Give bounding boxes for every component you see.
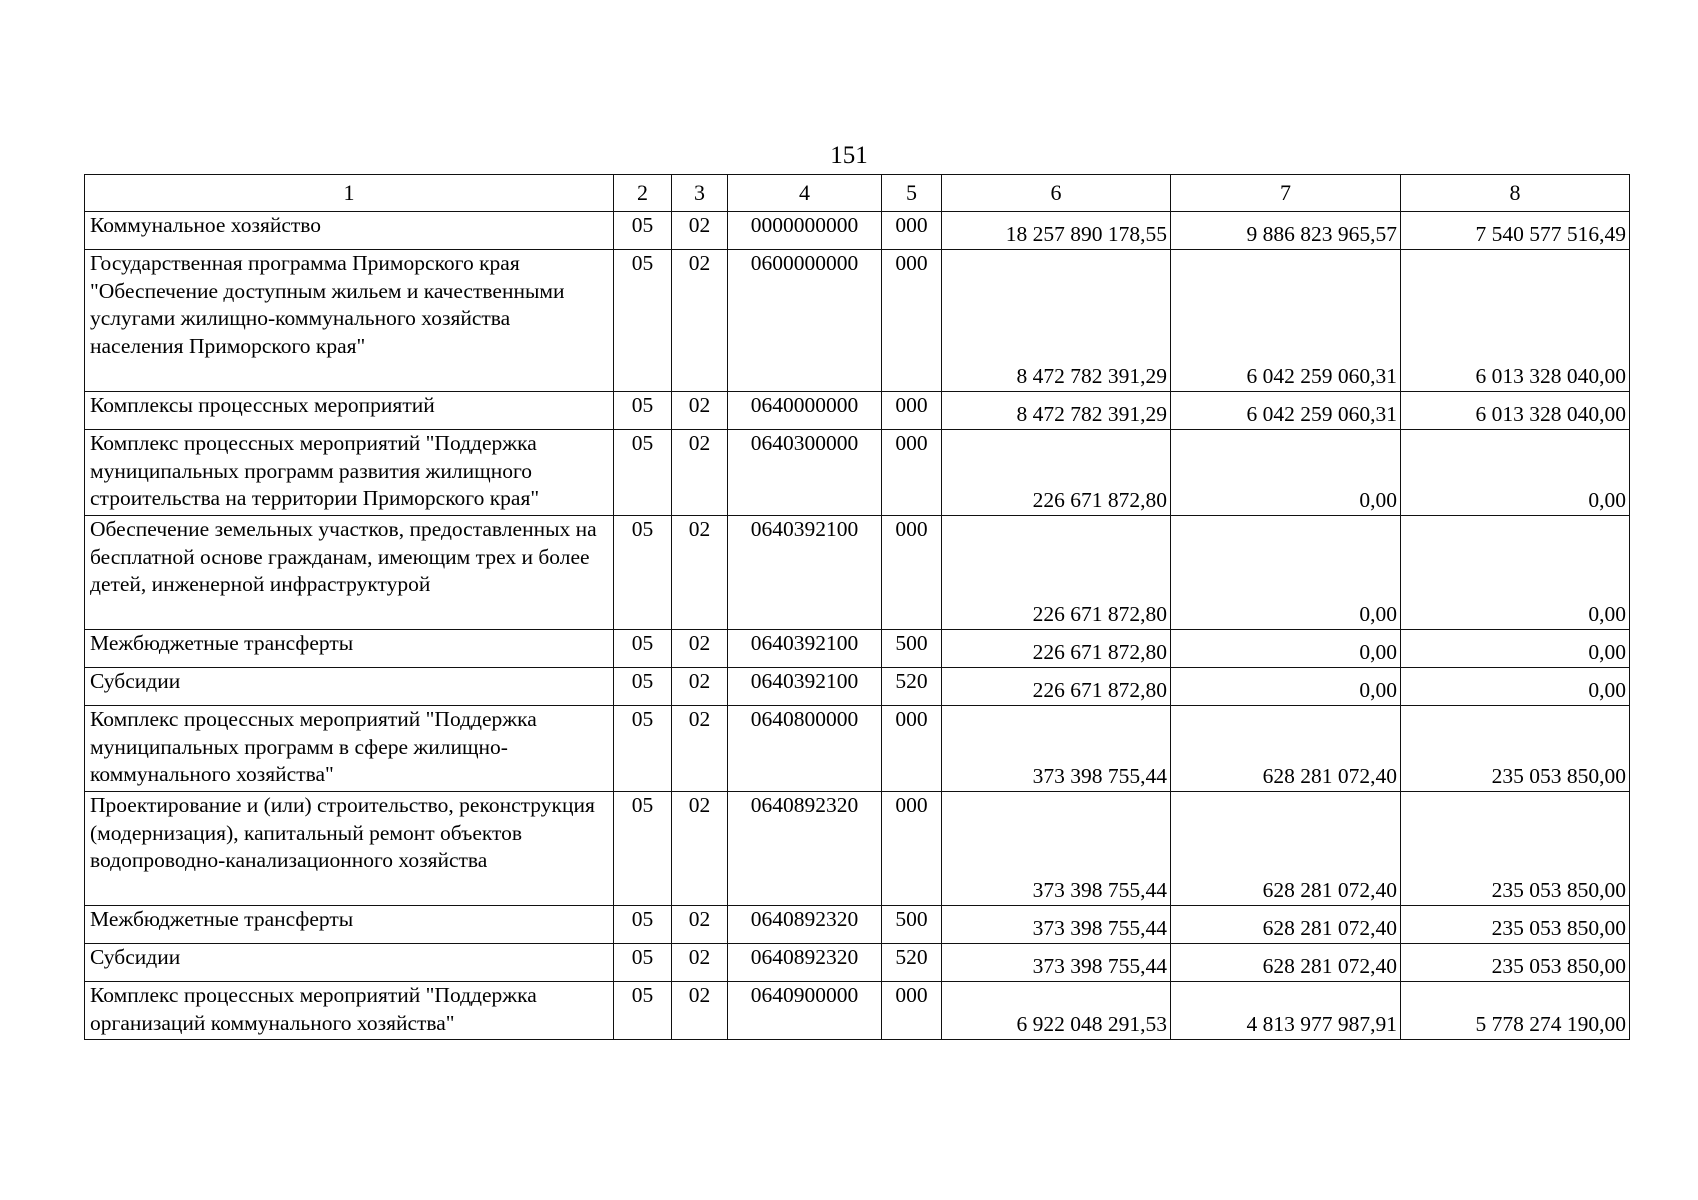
target-article-code: 0640892320 [728,906,882,944]
target-article-code: 0600000000 [728,250,882,392]
amount-col-8: 0,00 [1401,430,1630,516]
table-row [85,392,1630,430]
expense-type-code: 000 [882,212,942,250]
target-article-code: 0640392100 [728,668,882,706]
table-row [85,982,1630,1040]
amount-col-6: 226 671 872,80 [942,668,1171,706]
table-row [85,212,1630,250]
expense-type-code: 500 [882,906,942,944]
section-code: 05 [614,630,672,668]
amount-col-6: 8 472 782 391,29 [942,250,1171,392]
column-header: 6 [942,175,1171,212]
row-name: Государственная программа Приморского края "Обеспечение доступным жильем и качественными услугами жилищно-коммунального хозяйства населения Приморского края" [85,250,614,392]
row-name: Коммунальное хозяйство [85,212,614,250]
amount-col-7: 628 281 072,40 [1171,706,1401,792]
target-article-code: 0640892320 [728,792,882,906]
expense-type-code: 000 [882,392,942,430]
target-article-code: 0640392100 [728,516,882,630]
amount-col-8: 235 053 850,00 [1401,906,1630,944]
subsection-code: 02 [672,906,728,944]
expense-type-code: 000 [882,982,942,1040]
row-name: Комплекс процессных мероприятий "Поддержка муниципальных программ в сфере жилищно-коммунального хозяйства" [85,706,614,792]
row-name: Субсидии [85,668,614,706]
column-header: 5 [882,175,942,212]
subsection-code: 02 [672,630,728,668]
amount-col-6: 373 398 755,44 [942,706,1171,792]
expense-type-code: 000 [882,792,942,906]
table-header-row [85,175,1630,212]
target-article-code: 0640392100 [728,630,882,668]
amount-col-7: 628 281 072,40 [1171,792,1401,906]
amount-col-8: 235 053 850,00 [1401,944,1630,982]
column-header: 7 [1171,175,1401,212]
column-header: 8 [1401,175,1630,212]
amount-col-7: 628 281 072,40 [1171,906,1401,944]
row-name: Межбюджетные трансферты [85,630,614,668]
amount-col-8: 0,00 [1401,516,1630,630]
section-code: 05 [614,250,672,392]
budget-table [84,174,1630,1040]
amount-col-7: 0,00 [1171,430,1401,516]
column-header: 3 [672,175,728,212]
amount-col-8: 235 053 850,00 [1401,706,1630,792]
amount-col-7: 6 042 259 060,31 [1171,392,1401,430]
subsection-code: 02 [672,706,728,792]
amount-col-8: 235 053 850,00 [1401,792,1630,906]
row-name: Комплекс процессных мероприятий "Поддержка муниципальных программ развития жилищного строительства на территории Приморского края" [85,430,614,516]
target-article-code: 0640892320 [728,944,882,982]
target-article-code: 0640800000 [728,706,882,792]
subsection-code: 02 [672,250,728,392]
section-code: 05 [614,516,672,630]
amount-col-7: 0,00 [1171,668,1401,706]
table-row [85,630,1630,668]
section-code: 05 [614,212,672,250]
expense-type-code: 000 [882,516,942,630]
row-name: Проектирование и (или) строительство, реконструкция (модернизация), капитальный ремонт объектов водопроводно-канализационного хозяйства [85,792,614,906]
amount-col-8: 0,00 [1401,668,1630,706]
column-header: 1 [85,175,614,212]
row-name: Обеспечение земельных участков, предоставленных на бесплатной основе гражданам, имеющим трех и более детей, инженерной инфраструктурой [85,516,614,630]
amount-col-7: 4 813 977 987,91 [1171,982,1401,1040]
amount-col-6: 18 257 890 178,55 [942,212,1171,250]
table-row [85,668,1630,706]
table-row [85,250,1630,392]
target-article-code: 0640900000 [728,982,882,1040]
row-name: Комплекс процессных мероприятий "Поддержка организаций коммунального хозяйства" [85,982,614,1040]
table-row [85,430,1630,516]
amount-col-6: 373 398 755,44 [942,906,1171,944]
amount-col-6: 6 922 048 291,53 [942,982,1171,1040]
amount-col-6: 8 472 782 391,29 [942,392,1171,430]
amount-col-8: 6 013 328 040,00 [1401,250,1630,392]
amount-col-7: 6 042 259 060,31 [1171,250,1401,392]
expense-type-code: 520 [882,944,942,982]
expense-type-code: 000 [882,706,942,792]
target-article-code: 0640300000 [728,430,882,516]
expense-type-code: 000 [882,430,942,516]
section-code: 05 [614,906,672,944]
amount-col-8: 6 013 328 040,00 [1401,392,1630,430]
subsection-code: 02 [672,212,728,250]
section-code: 05 [614,982,672,1040]
amount-col-7: 628 281 072,40 [1171,944,1401,982]
subsection-code: 02 [672,982,728,1040]
column-header: 4 [728,175,882,212]
subsection-code: 02 [672,944,728,982]
amount-col-8: 5 778 274 190,00 [1401,982,1630,1040]
subsection-code: 02 [672,430,728,516]
section-code: 05 [614,430,672,516]
amount-col-7: 9 886 823 965,57 [1171,212,1401,250]
target-article-code: 0640000000 [728,392,882,430]
row-name: Комплексы процессных мероприятий [85,392,614,430]
amount-col-8: 7 540 577 516,49 [1401,212,1630,250]
amount-col-6: 226 671 872,80 [942,630,1171,668]
subsection-code: 02 [672,792,728,906]
subsection-code: 02 [672,668,728,706]
page-number: 151 [830,142,868,169]
amount-col-6: 373 398 755,44 [942,944,1171,982]
amount-col-7: 0,00 [1171,630,1401,668]
subsection-code: 02 [672,516,728,630]
table-row [85,944,1630,982]
section-code: 05 [614,944,672,982]
subsection-code: 02 [672,392,728,430]
amount-col-6: 373 398 755,44 [942,792,1171,906]
column-header: 2 [614,175,672,212]
expense-type-code: 000 [882,250,942,392]
amount-col-7: 0,00 [1171,516,1401,630]
amount-col-6: 226 671 872,80 [942,430,1171,516]
section-code: 05 [614,392,672,430]
expense-type-code: 520 [882,668,942,706]
expense-type-code: 500 [882,630,942,668]
table-row [85,906,1630,944]
table-row [85,792,1630,906]
row-name: Межбюджетные трансферты [85,906,614,944]
amount-col-8: 0,00 [1401,630,1630,668]
section-code: 05 [614,792,672,906]
amount-col-6: 226 671 872,80 [942,516,1171,630]
row-name: Субсидии [85,944,614,982]
section-code: 05 [614,668,672,706]
table-row [85,516,1630,630]
table-row [85,706,1630,792]
section-code: 05 [614,706,672,792]
target-article-code: 0000000000 [728,212,882,250]
